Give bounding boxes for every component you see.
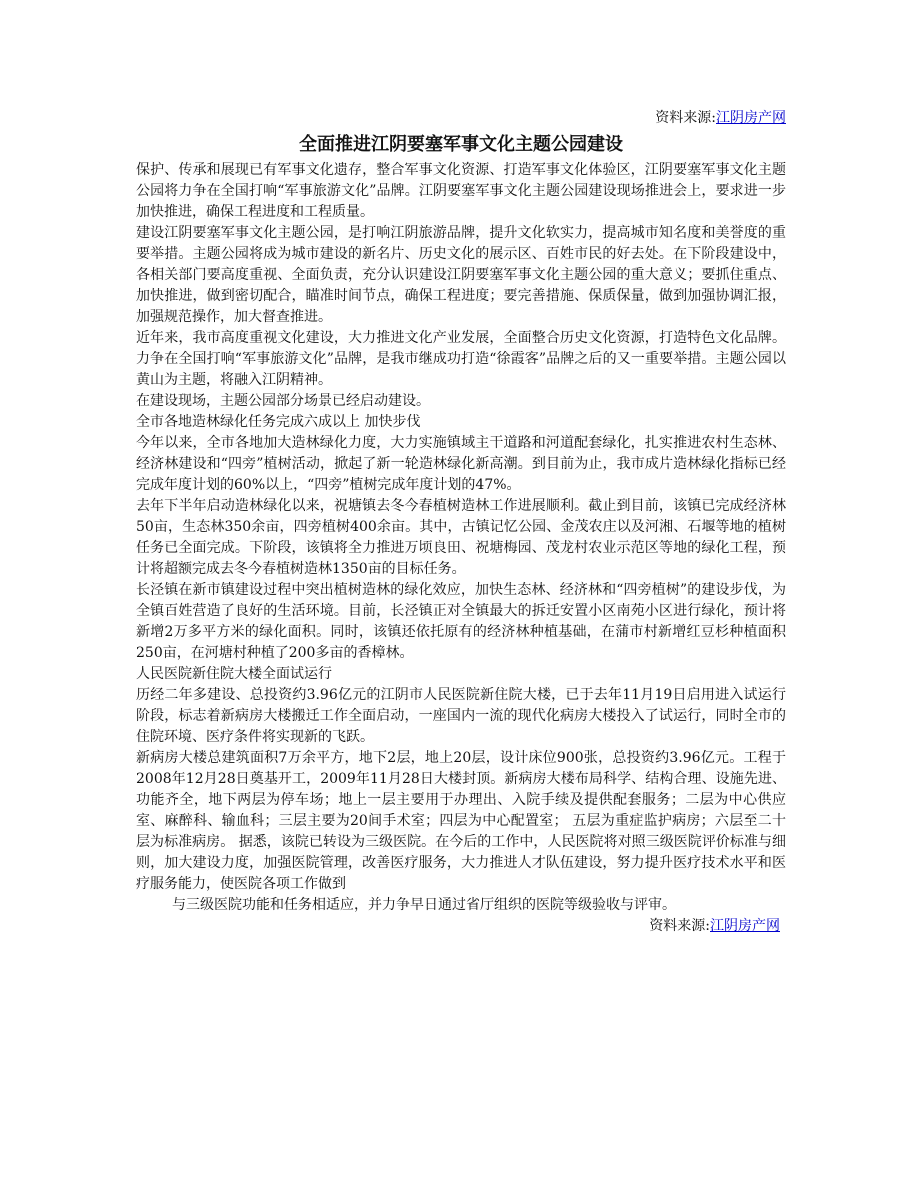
document-page: [136, 108, 786, 936]
paragraph-6: 去年下半年启动造林绿化以来，祝塘镇去冬今春植树造林工作进展顺利。截止到目前，该镇已完成经济林50亩，生态林350余亩，四旁植树400余亩。其中，古镇记忆公园、金茂农庄以及河湘、石堰等地的植树任务已全面完成。下阶段，该镇将全力推进万顷良田、祝塘梅园、茂龙村农业示范区等地的绿化工程，预计将超额完成去冬今春植树造林1350亩的目标任务。: [136, 498, 786, 577]
section-heading-hospital: 人民医院新住院大楼全面试运行: [136, 666, 332, 682]
source-top: [136, 108, 786, 128]
paragraph-2: 建设江阴要塞军事文化主题公园，是打响江阴旅游品牌，提升文化软实力，提高城市知名度和美誉度的重要举措。主题公园将成为城市建设的新名片、历史文化的展示区、百姓市民的好去处。在下阶段建设中，各相关部门要高度重视、全面负责，充分认识建设江阴要塞军事文化主题公园的重大意义；要抓住重点、加快推进，做到密切配合，瞄准时间节点，确保工程进度；要完善措施、保质保量，做到加强协调汇报，加强规范操作，加大督查推进。: [136, 225, 786, 325]
paragraph-1: 保护、传承和展现已有军事文化遗存，整合军事文化资源、打造军事文化体验区，江阴要塞军事文化主题公园将力争在全国打响“军事旅游文化”品牌。江阴要塞军事文化主题公园建设现场推进会上，要求进一步加快推进，确保工程进度和工程质量。: [136, 162, 786, 220]
paragraph-9: 新病房大楼总建筑面积7万余平方，地下2层，地上20层，设计床位900张，总投资约3.96亿元。工程于2008年12月28日奠基开工，2009年11月28日大楼封顶。新病房大楼布局科学、结构合理、设施先进、功能齐全，地下两层为停车场；地上一层主要用于办理出、入院手续及提供配套服务；二层为中心供应室、麻醉科、输血科；三层主要为20间手术室；四层为中心配置室； 五层为重症监护病房；六层至二十层为标准病房。 据悉，该院已转设为三级医院。在今后的工作中，人民医院将对照三级医院评价标准与细则，加大建设力度，加强医院管理，改善医疗服务，大力推进人才队伍建设，努力提升医疗技术水平和医疗服务能力，使医院各项工作做到: [136, 750, 786, 892]
source-link[interactable]: 江阴房产网: [716, 110, 786, 126]
paragraph-5: 今年以来，全市各地加大造林绿化力度，大力实施镇域主干道路和河道配套绿化，扎实推进农村生态林、经济林建设和“四旁”植树活动，掀起了新一轮造林绿化新高潮。到目前为止，我市成片造林绿化指标已经完成年度计划的60%以上，“四旁”植树完成年度计划的47%。: [136, 435, 786, 493]
source-label: 资料来源:: [649, 918, 710, 934]
page-title: 全面推进江阴要塞军事文化主题公园建设: [299, 134, 623, 155]
source-bottom: [136, 916, 786, 936]
paragraph-8: 历经二年多建设、总投资约3.96亿元的江阴市人民医院新住院大楼，已于去年11月19日启用进入试运行阶段，标志着新病房大楼搬迁工作全面启动，一座国内一流的现代化病房大楼投入了试运行，同时全市的住院环境、医疗条件将实现新的飞跃。: [136, 687, 786, 745]
paragraph-4: 在建设现场，主题公园部分场景已经启动建设。: [136, 393, 430, 409]
paragraph-9-last-line: 与三级医院功能和任务相适应，并力争早日通过省厅组织的医院等级验收与评审。: [172, 897, 676, 913]
source-link[interactable]: 江阴房产网: [710, 918, 780, 934]
source-label: 资料来源:: [655, 110, 716, 126]
paragraph-3: 近年来，我市高度重视文化建设，大力推进文化产业发展，全面整合历史文化资源，打造特色文化品牌。力争在全国打响“军事旅游文化”品牌，是我市继成功打造“徐霞客”品牌之后的又一重要举措。主题公园以黄山为主题，将融入江阴精神。: [136, 330, 786, 388]
paragraph-7: 长泾镇在新市镇建设过程中突出植树造林的绿化效应，加快生态林、经济林和“四旁植树”的建设步伐，为全镇百姓营造了良好的生活环境。目前，长泾镇正对全镇最大的拆迁安置小区南苑小区进行绿化，预计将新增2万多平方米的绿化面积。同时，该镇还依托原有的经济林种植基础，在蒲市村新增红豆杉种植面积250亩，在河塘村种植了200多亩的香樟林。: [136, 582, 786, 661]
section-heading-afforestation: 全市各地造林绿化任务完成六成以上 加快步伐: [136, 414, 421, 430]
